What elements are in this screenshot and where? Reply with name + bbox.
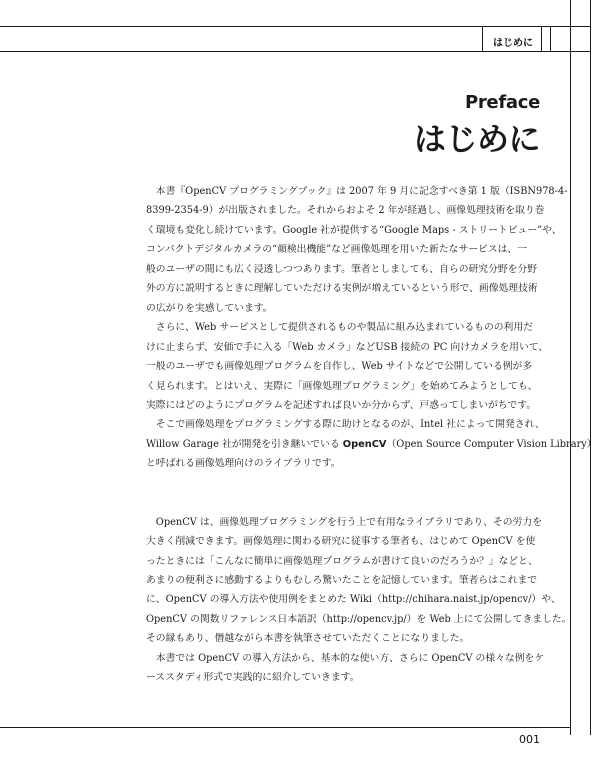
body-line: 本書では OpenCV の導入方法から、基本的な使い方、さらに OpenCV の様々な例をケ [155,652,545,664]
body-line: 本書『OpenCV プログラミングブック』は 2007 年 9 月に記念すべき第 1 版（ISBN978-4- [155,186,568,197]
body-line: く環境も変化し続けています。Google 社が提供する“Google Maps - ストリートビュー”や、 [146,224,562,236]
preface-body [146,182,597,688]
body-line: OpenCV の関数リファレンス日本語訳（http://opencv.jp/）を Web 上にて公開してきました。 [146,613,572,625]
body-line: ったときには「こんなに簡単に画像処理プログラムが書けて良いのだろうか？」などと、 [146,555,538,567]
running-head: はじめに [493,38,533,49]
paragraph-gap [146,493,546,512]
thumb-edge-line-2 [590,0,591,735]
body-line: OpenCV は、画像処理プログラミングを行う上で有用なライブラリであり、その労力を [155,516,542,528]
body-line-with-bold [146,435,597,454]
body-line: 外の方に説明するときに理解していただける実例が増えているという形で、画像処理技術 [146,283,538,295]
header-rule-top [0,26,590,27]
page-number: 001 [519,733,540,746]
footer-rule [0,727,570,728]
preface-title-japanese: はじめに [413,120,540,158]
body-line: 実際にはどのようにプログラムを記述すれば良いか分からず、戸惑ってしまいがちです。 [146,399,537,411]
body-line: く見られます。とはいえ、実際に「画像処理プログラミング」を始めてみようとしても、 [146,380,538,392]
body-line: あまりの便利さに感動するよりもむしろ驚いたことを記憶しています。筆者らはこれまで [146,575,538,587]
body-line: けに止まらず、安価で手に入る「Web カメラ」などUSB 接続の PC 向けカメラを用いて、 [146,341,549,353]
body-line: そこで画像処理をプログラミングする際に助けとなるのが、Intel 社によって開発され、 [155,419,545,431]
header-rule-bottom [0,51,590,52]
body-line: ーススタディ形式で実践的に紹介していきます。 [146,672,360,684]
opencv-bold-term: OpenCV [342,438,387,450]
body-line-tail: （Open Source Computer Vision Library） [386,438,597,450]
body-line: 大きく削減できます。画像処理に関わる研究に従事する筆者も、はじめて OpenCV を使 [146,536,536,548]
preface-title-english: Preface [464,92,540,113]
body-line: に、OpenCV の導入方法や使用例をまとめた Wiki（http://chihara.naist.jp/opencv/）や、 [146,594,561,606]
body-line: 8399-2354-9）が出版されました。それからおよそ 2 年が経過し、画像処理技術を取り巻 [146,205,545,217]
header-divider-1 [482,26,483,52]
header-divider-2 [541,26,542,52]
body-line: 般のユーザの間にも広く浸透しつつあります。筆者としましても、自らの研究分野を分野 [146,263,538,275]
body-line: 一般のユーザでも画像処理プログラムを自作し、Web サイトなどで公開している例が多 [146,361,533,373]
body-line: の広がりを実感しています。 [146,302,273,314]
paragraph-gap [146,474,546,493]
body-line: その縁もあり、僭越ながら本書を執筆させていただくことになりました。 [146,633,470,645]
body-line: と呼ばれる画像処理向けのライブラリです。 [146,458,341,470]
header-divider-3 [550,26,551,52]
body-line: コンパクトデジタルカメラの“顔検出機能”など画像処理を用いた新たなサービスは、一 [146,244,528,256]
body-line-head: Willow Garage 社が開発を引き継いでいる [146,438,340,450]
body-line: さらに、Web サービスとして提供されるものや製品に組み込まれているものの利用だ [155,322,533,334]
